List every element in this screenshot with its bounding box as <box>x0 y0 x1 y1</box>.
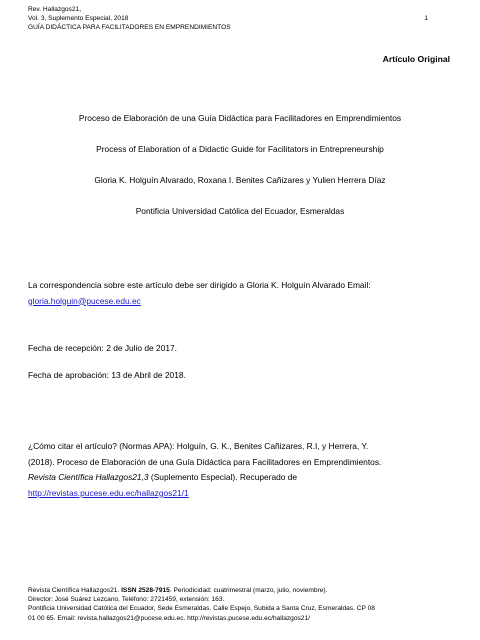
correspondence-email-link[interactable]: gloria.holguin@pucese.edu.ec <box>28 295 141 306</box>
footer-periodicity: . Periodicidad: cuatrimestral (marzo, julio, noviembre). <box>169 587 328 594</box>
citation-suffix: (Suplemento Especial). Recuperado de <box>148 472 298 482</box>
header-short-title: GUÍA DIDÁCTICA PARA FACILITADORES EN EMPRENDIMIENTOS <box>28 23 231 31</box>
received-date: Fecha de recepción: 2 de Julio de 2017. <box>28 343 177 353</box>
citation-url-link[interactable]: http://revistas.pucese.edu.ec/hallazgos21/1 <box>28 487 189 498</box>
article-type: Artículo Original <box>382 54 450 64</box>
citation-line-1: ¿Cómo citar el artículo? (Normas APA): Holguín, G. K., Benites Cañizares, R.I, y Herrera, Y. <box>28 441 369 451</box>
header-volume: Vol. 3, Suplemento Especial, 2018 <box>28 14 129 22</box>
citation-journal: Revista Científica Hallazgos21,3 <box>28 472 149 482</box>
correspondence-block <box>28 278 458 309</box>
footer-line-4: 01 00 65. Email: revista.hallazgos21@pucese.edu.ec. http://revistas.pucese.edu.ec/hallazgos21/ <box>28 614 310 622</box>
affiliation: Pontificia Universidad Católica del Ecuador, Esmeraldas <box>135 206 345 216</box>
title-english: Process of Elaboration of a Didactic Guide for Facilitators in Entrepreneurship <box>96 144 384 154</box>
footer-line-3: Pontificia Universidad Católica del Ecuador, Sede Esmeraldas. Calle Espejo, Subida a Santa Cruz, Esmeraldas. CP 08 <box>28 605 375 613</box>
footer-line-1 <box>28 586 468 595</box>
footer-line-2: Director: José Suárez Lezcano. Teléfono: 2721459, extensión: 163. <box>28 596 225 604</box>
header-journal: Rev. Hallazgos21, <box>28 6 82 13</box>
citation-line-2: (2018). Proceso de Elaboración de una Guía Didáctica para Facilitadores en Emprendimientos. <box>28 456 382 467</box>
citation-block <box>28 439 458 501</box>
footer-journal: Revista Científica Hallazgos21. <box>28 587 122 594</box>
page-footer <box>28 586 468 623</box>
footer-issn: ISSN 2528-7915 <box>121 587 170 594</box>
correspondence-text: La correspondencia sobre este artículo debe ser dirigido a Gloria K. Holguín Alvarado Email: <box>28 280 371 290</box>
citation-line-3 <box>28 470 458 486</box>
running-header <box>28 6 231 32</box>
author-list: Gloria K. Holguín Alvarado, Roxana I. Benites Cañizares y Yulien Herrera Díaz <box>94 175 386 185</box>
approved-date: Fecha de aprobación: 13 de Abril de 2018. <box>28 370 186 380</box>
title-spanish: Proceso de Elaboración de una Guía Didáctica para Facilitadores en Emprendimientos <box>78 113 402 123</box>
page-number: 1 <box>424 15 428 22</box>
